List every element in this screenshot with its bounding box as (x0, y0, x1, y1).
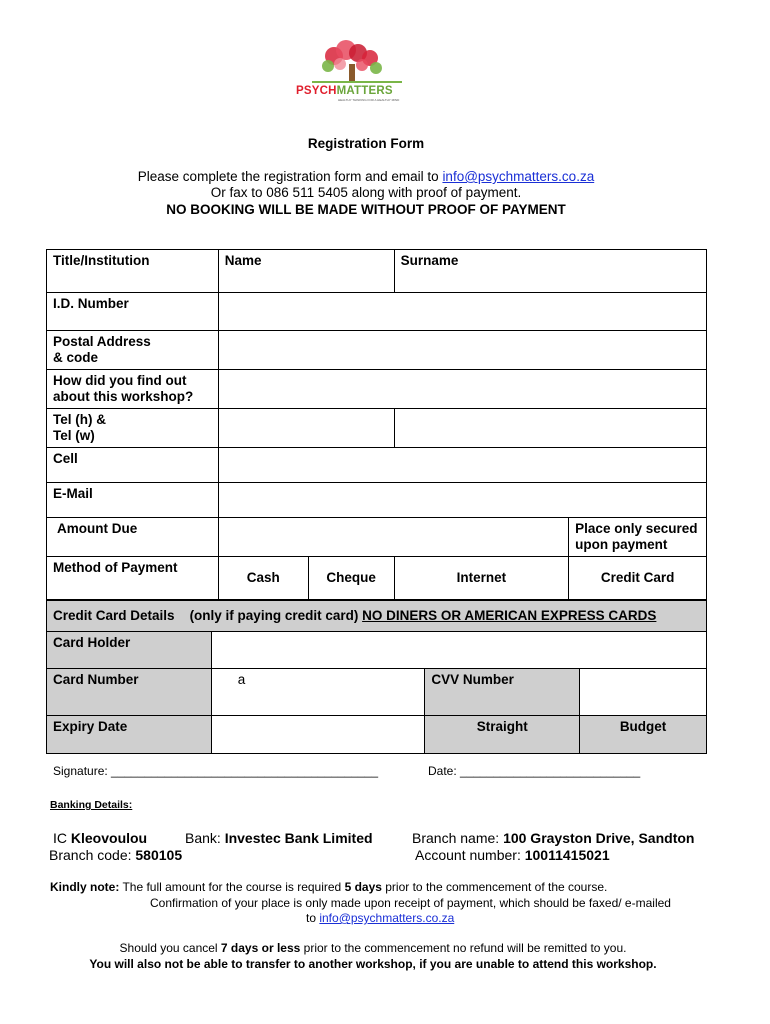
straight-option[interactable]: Straight (425, 716, 580, 754)
instructions-prefix: Please complete the registration form and email to (137, 169, 443, 184)
cell-label: Cell (47, 448, 219, 483)
amount-due-field[interactable] (218, 518, 568, 557)
tel-label: Tel (h) & Tel (w) (47, 409, 219, 448)
find-out-label: How did you find out about this workshop? (47, 370, 219, 409)
psychmatters-logo (290, 38, 415, 104)
id-number-label: I.D. Number (47, 293, 219, 331)
budget-option[interactable]: Budget (580, 716, 707, 754)
postal-address-label: Postal Address & code (47, 331, 219, 370)
expiry-date-label: Expiry Date (47, 716, 212, 754)
credit-card-details-header (47, 601, 707, 632)
email-link[interactable]: info@psychmatters.co.za (442, 169, 595, 184)
instructions-line-1 (0, 169, 732, 184)
amount-due-label: Amount Due (47, 518, 219, 557)
card-number-field[interactable] (211, 669, 425, 716)
postal-address-field[interactable] (218, 331, 706, 370)
card-number-label: Card Number (47, 669, 212, 716)
method-of-payment-label: Method of Payment (47, 557, 219, 600)
find-out-field[interactable] (218, 370, 706, 409)
only-if-label: (only if paying credit card) (189, 608, 359, 623)
logo-tagline: HEALTHY THINKING FOR A HEALTHY MIND (338, 98, 400, 102)
account-number-line: Account number: 10011415021 (415, 847, 610, 863)
signature-line[interactable]: Signature: ________________________________________ (53, 764, 378, 778)
no-diners-note: NO DINERS OR AMERICAN EXPRESS CARDS (362, 608, 657, 623)
confirmation-note: Confirmation of your place is only made upon receipt of payment, which should be faxed/ e-mailed (150, 896, 671, 910)
id-number-field[interactable] (218, 293, 706, 331)
branch-code-line: Branch code: 580105 (49, 847, 183, 863)
credit-card-table (46, 600, 707, 754)
card-holder-label: Card Holder (47, 632, 212, 669)
logo-psych: PSYCH (296, 85, 337, 97)
tel-home-field[interactable] (218, 409, 394, 448)
surname-field[interactable] (394, 250, 706, 293)
cancel-note: Should you cancel 7 days or less prior to the commencement no refund will be remitted to you. (119, 941, 627, 955)
credit-card-option[interactable]: Credit Card (569, 557, 707, 600)
banking-heading: Banking Details: (50, 799, 133, 811)
name-field[interactable] (218, 250, 394, 293)
cheque-option[interactable]: Cheque (308, 557, 394, 600)
confirmation-email-line: to info@psychmatters.co.za (306, 911, 455, 925)
branch-name-line: Branch name: 100 Grayston Drive, Sandton (412, 830, 695, 846)
cvv-label: CVV Number (425, 669, 580, 716)
card-holder-field[interactable] (211, 632, 706, 669)
transfer-note: You will also not be able to transfer to another workshop, if you are unable to attend this workshop. (89, 957, 657, 971)
confirmation-email-link[interactable]: info@psychmatters.co.za (319, 911, 455, 925)
expiry-date-field[interactable] (211, 716, 425, 754)
tel-work-field[interactable] (394, 409, 706, 448)
card-number-value: a (237, 672, 246, 687)
internet-option[interactable]: Internet (394, 557, 569, 600)
place-secured-note: Place only secured upon payment (569, 518, 707, 557)
title-institution-label: Title/Institution (47, 250, 219, 293)
kindly-note: Kindly note: The full amount for the course is required 5 days prior to the commencement of the course. (50, 880, 608, 894)
instructions-line-2: Or fax to 086 511 5405 along with proof of payment. (210, 185, 522, 200)
logo-matters: MATTERS (336, 85, 393, 97)
surname-label: Surname (400, 253, 459, 268)
cash-option[interactable]: Cash (218, 557, 308, 600)
email-field[interactable] (218, 483, 706, 518)
page-title: Registration Form (307, 136, 425, 151)
credit-card-details-label: Credit Card Details (53, 608, 175, 623)
registration-table (46, 249, 707, 600)
bank-line: Bank: Investec Bank Limited (185, 830, 373, 846)
instructions-line-3: NO BOOKING WILL BE MADE WITHOUT PROOF OF PAYMENT (166, 202, 566, 217)
date-line[interactable]: Date: ___________________________ (428, 764, 641, 778)
email-label: E-Mail (47, 483, 219, 518)
cell-field[interactable] (218, 448, 706, 483)
cvv-field[interactable] (580, 669, 707, 716)
ic-line: IC Kleovoulou (53, 830, 148, 846)
name-label: Name (224, 253, 262, 268)
